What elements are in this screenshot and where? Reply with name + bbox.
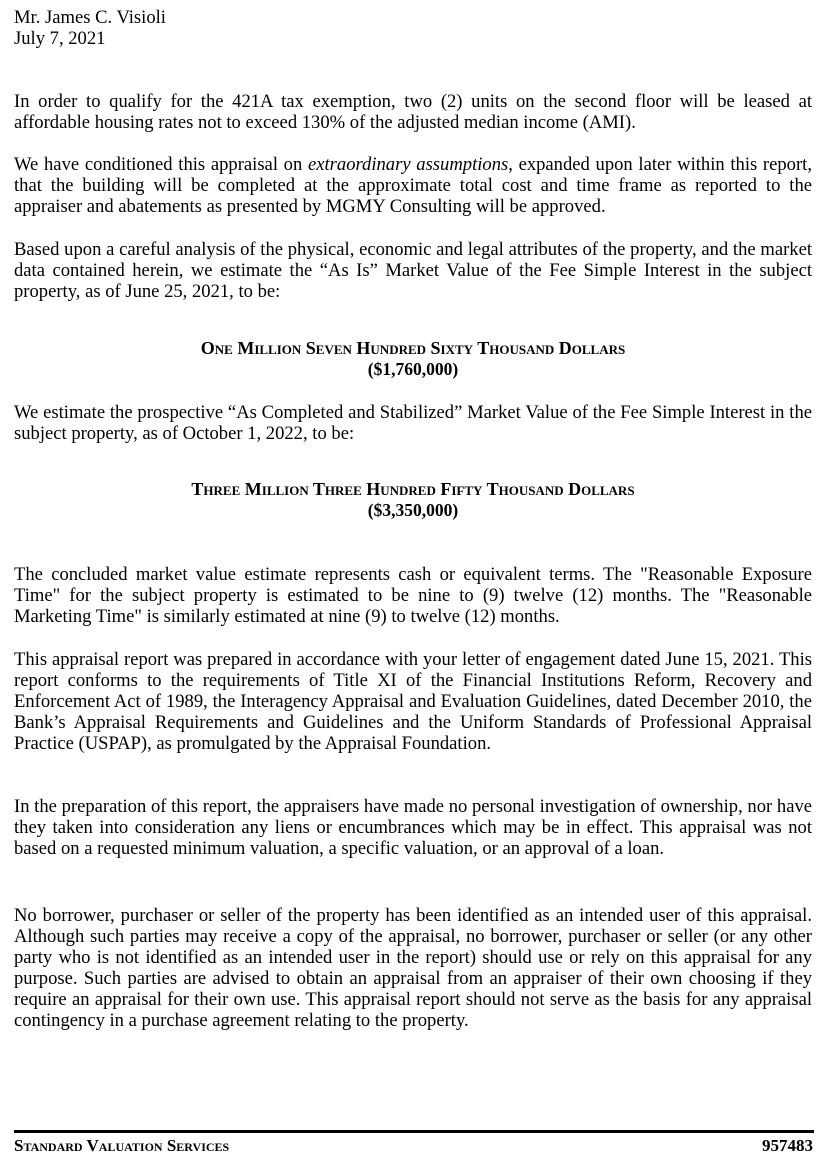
paragraph-tax-exemption: In order to qualify for the 421A tax exemption, two (2) units on the second floor will be leased at affordable housing rates not to exceed 130% of the adjusted median income (AMI). <box>14 91 812 133</box>
paragraph-completed-estimate: We estimate the prospective “As Completed and Stabilized” Market Value of the Fee Simple Interest in the subject property, as of October 1, 2022, to be: <box>14 402 812 444</box>
letter-date: July 7, 2021 <box>14 28 106 49</box>
footer-report-number: 957483 <box>762 1136 813 1155</box>
paragraph-as-is-estimate: Based upon a careful analysis of the physical, economic and legal attributes of the property, and the market data contained herein, we estimate the “As Is” Market Value of the Fee Simple Interest in the subject property, as of June 25, 2021, to be: <box>14 239 812 302</box>
paragraph-text: We have conditioned this appraisal on <box>14 154 308 175</box>
completed-value-amount: ($3,350,000) <box>367 500 459 520</box>
footer-divider <box>14 1130 814 1133</box>
paragraph-intended-user: No borrower, purchaser or seller of the property has been identified as an intended user of this appraisal. Although such parties may receive a copy of the appraisal, no borrower, purchaser or seller (or any other party who is not identified as an intended user in the report) should use or rely on this appraisal for any purpose. Such parties are advised to obtain an appraisal from an appraiser of their own choosing if they require an appraisal for their own use. This appraisal report should not serve as the basis for any appraisal contingency in a purchase agreement relating to the property. <box>14 905 812 1031</box>
paragraph-exposure-time: The concluded market value estimate represents cash or equivalent terms. The "Reasonable Exposure Time" for the subject property is estimated to be nine to (9) twelve (12) months. The "Reasonable Marketing Time" is similarly estimated at nine (9) to twelve (12) months. <box>14 564 812 627</box>
paragraph-extraordinary-assumptions <box>14 154 812 217</box>
paragraph-investigation: In the preparation of this report, the appraisers have made no personal investigation of ownership, nor have they taken into consideration any liens or encumbrances which may be in effect. This appraisal was not based on a requested minimum valuation, a specific valuation, or an approval of a loan. <box>14 796 812 859</box>
paragraph-text: , expanded upon later within this report, that the building will be completed at the approximate total cost and time frame as reported to the appraiser and abatements as presented by MGMY Consulting will be approved. <box>14 154 812 217</box>
completed-value-words: Three Million Three Hundred Fifty Thousand Dollars <box>191 479 635 499</box>
as-is-value-amount: ($1,760,000) <box>367 359 459 379</box>
paragraph-engagement-conformance: This appraisal report was prepared in accordance with your letter of engagement dated June 15, 2021. This report conforms to the requirements of Title XI of the Financial Institutions Reform, Recovery and Enforcement Act of 1989, the Interagency Appraisal and Evaluation Guidelines, dated December 2010, the Bank’s Appraisal Requirements and Guidelines and the Uniform Standards of Professional Appraisal Practice (USPAP), as promulgated by the Appraisal Foundation. <box>14 649 812 754</box>
recipient-name: Mr. James C. Visioli <box>14 7 166 28</box>
as-is-value-block <box>14 338 812 380</box>
completed-value-block <box>14 479 812 521</box>
letter-header <box>14 7 166 49</box>
footer-company-name: Standard Valuation Services <box>14 1136 230 1155</box>
as-is-value-words: One Million Seven Hundred Sixty Thousand Dollars <box>200 338 626 358</box>
italic-term: extraordinary assumptions <box>307 154 509 175</box>
